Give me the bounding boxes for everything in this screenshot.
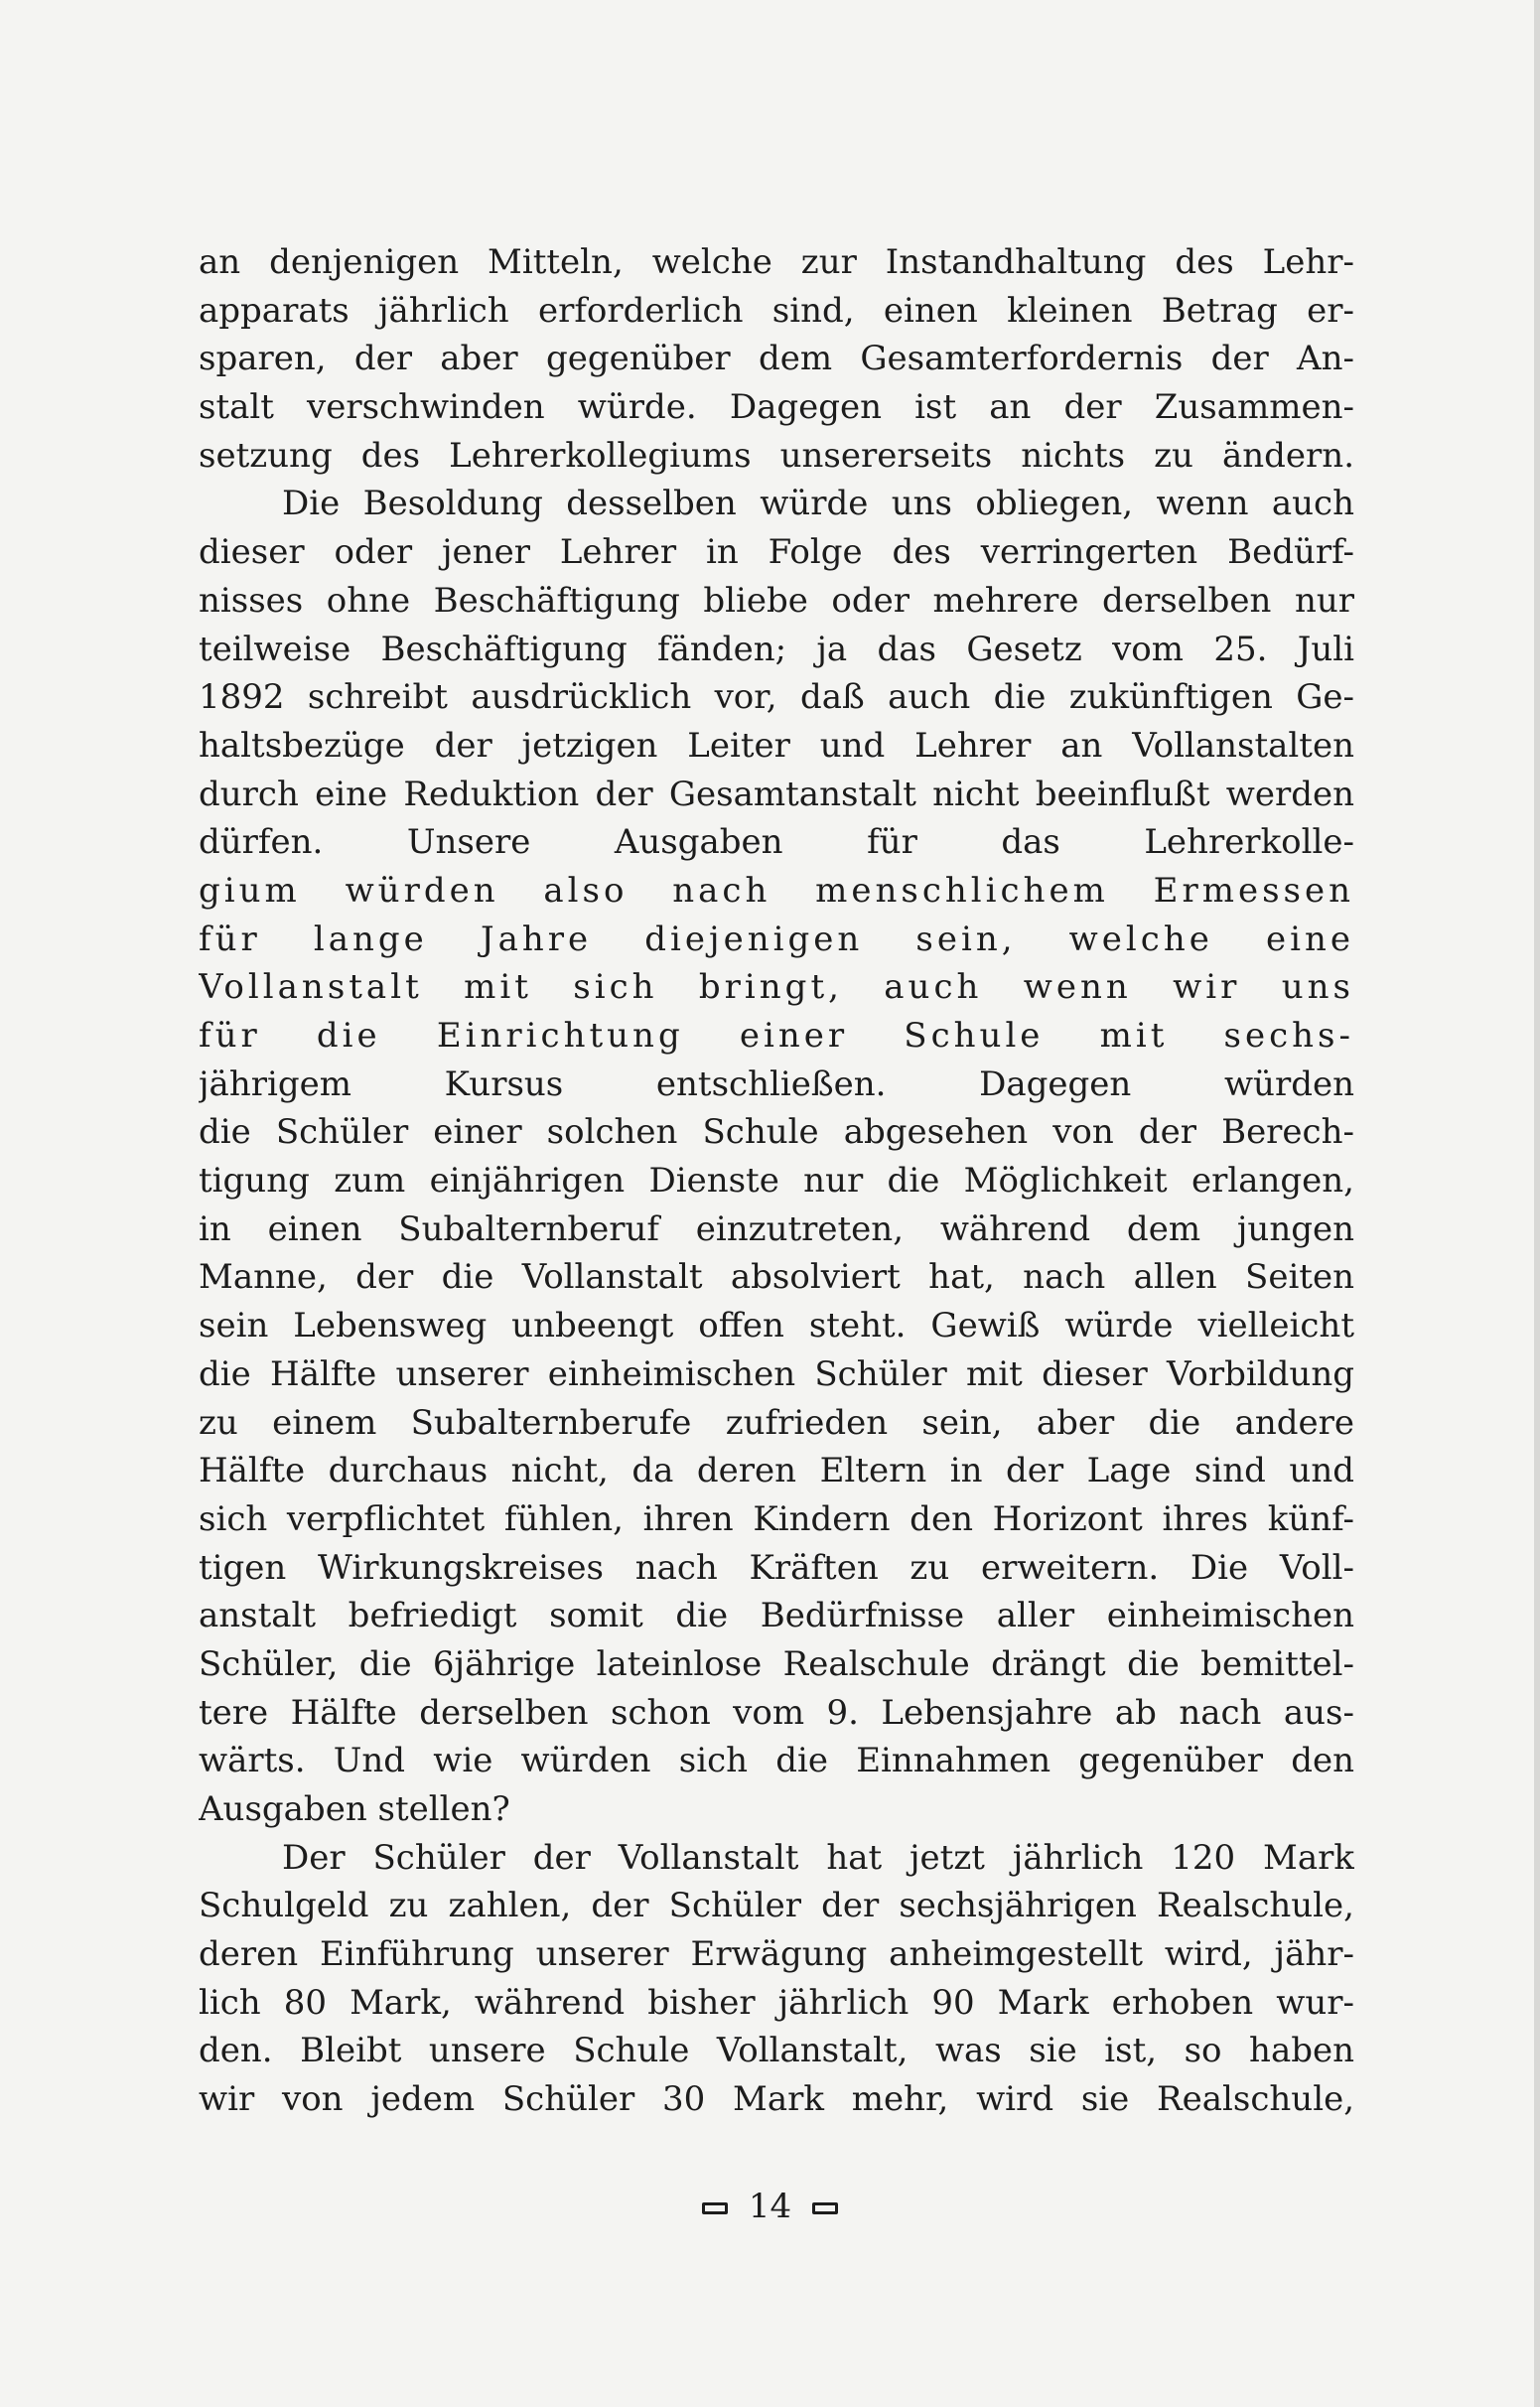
text-line-22: Manne, der die Vollanstalt absolviert hat, nach allen Seiten bbox=[199, 1257, 1354, 1298]
text-line-26: Hälfte durchaus nicht, da deren Eltern in der Lage sind und bbox=[199, 1451, 1354, 1491]
text-line-28: tigen Wirkungskreises nach Kräften zu erweitern. Die Voll- bbox=[199, 1547, 1354, 1588]
text-line-16: Vollanstalt mit sich bringt, auch wenn wir uns bbox=[199, 967, 1354, 1008]
text-line-21: in einen Subalternberuf einzutreten, während dem jungen bbox=[199, 1208, 1354, 1249]
text-line-19: die Schüler einer solchen Schule abgesehen von der Berech- bbox=[199, 1112, 1354, 1153]
text-line-4: stalt verschwinden würde. Dagegen ist an der Zusammen- bbox=[199, 387, 1354, 428]
text-line-14: gium würden also nach menschlichem Ermessen bbox=[199, 870, 1354, 911]
text-line-24: die Hälfte unserer einheimischen Schüler mit dieser Vorbildung bbox=[199, 1353, 1354, 1394]
text-line-17: für die Einrichtung einer Schule mit sechs- bbox=[199, 1016, 1354, 1056]
right-ornament-icon bbox=[812, 2202, 838, 2214]
body-text bbox=[199, 238, 1354, 2124]
text-line-8: nisses ohne Beschäftigung bliebe oder mehrere derselben nur bbox=[199, 580, 1354, 621]
text-line-33: Ausgaben stellen? bbox=[199, 1789, 510, 1829]
text-line-39: wir von jedem Schüler 30 Mark mehr, wird sie Realschule, bbox=[199, 2079, 1354, 2120]
text-line-30: Schüler, die 6jährige lateinlose Realschule drängt die bemittel- bbox=[199, 1643, 1354, 1684]
text-line-13: dürfen. Unsere Ausgaben für das Lehrerkolle- bbox=[199, 822, 1354, 863]
text-line-9: teilweise Beschäftigung fänden; ja das Gesetz vom 25. Juli bbox=[199, 629, 1354, 669]
left-ornament-icon bbox=[702, 2202, 728, 2214]
text-line-12: durch eine Reduktion der Gesamtanstalt nicht beeinflußt werden bbox=[199, 774, 1354, 814]
text-line-27: sich verpflichtet fühlen, ihren Kindern den Horizont ihres künf- bbox=[199, 1498, 1354, 1539]
text-line-1: an denjenigen Mitteln, welche zur Instandhaltung des Lehr- bbox=[199, 242, 1354, 282]
page-number: 14 bbox=[748, 2187, 792, 2226]
text-line-11: haltsbezüge der jetzigen Leiter und Lehrer an Vollanstalten bbox=[199, 725, 1354, 766]
text-line-25: zu einem Subalternberufe zufrieden sein, aber die andere bbox=[199, 1402, 1354, 1443]
text-line-32: wärts. Und wie würden sich die Einnahmen gegenüber den bbox=[199, 1741, 1354, 1781]
text-line-7: dieser oder jener Lehrer in Folge des verringerten Bedürf- bbox=[199, 532, 1354, 573]
text-line-38: den. Bleibt unsere Schule Vollanstalt, was sie ist, so haben bbox=[199, 2031, 1354, 2071]
text-line-31: tere Hälfte derselben schon vom 9. Lebensjahre ab nach aus- bbox=[199, 1692, 1354, 1733]
text-line-15: für lange Jahre diejenigen sein, welche eine bbox=[199, 919, 1354, 959]
text-line-10: 1892 schreibt ausdrücklich vor, daß auch die zukünftigen Ge- bbox=[199, 677, 1354, 718]
text-line-23: sein Lebensweg unbeengt offen steht. Gewiß würde vielleicht bbox=[199, 1306, 1354, 1346]
text-line-3: sparen, der aber gegenüber dem Gesamterfordernis der An- bbox=[199, 339, 1354, 379]
text-line-29: anstalt befriedigt somit die Bedürfnisse aller einheimischen bbox=[199, 1596, 1354, 1636]
text-line-37: lich 80 Mark, während bisher jährlich 90 Mark erhoben wur- bbox=[199, 1982, 1354, 2023]
page-footer bbox=[0, 2187, 1540, 2226]
text-line-6: Die Besoldung desselben würde uns obliegen, wenn auch bbox=[282, 484, 1354, 524]
text-line-2: apparats jährlich erforderlich sind, einen kleinen Betrag er- bbox=[199, 290, 1354, 331]
text-line-5: setzung des Lehrerkollegiums unsererseits nichts zu ändern. bbox=[199, 435, 1354, 476]
text-line-20: tigung zum einjährigen Dienste nur die Möglichkeit erlangen, bbox=[199, 1161, 1354, 1202]
text-line-34: Der Schüler der Vollanstalt hat jetzt jährlich 120 Mark bbox=[282, 1837, 1354, 1878]
text-line-18: jährigem Kursus entschließen. Dagegen würden bbox=[199, 1063, 1354, 1104]
text-line-36: deren Einführung unserer Erwägung anheimgestellt wird, jähr- bbox=[199, 1934, 1354, 1975]
text-line-35: Schulgeld zu zahlen, der Schüler der sechsjährigen Realschule, bbox=[199, 1886, 1354, 1926]
